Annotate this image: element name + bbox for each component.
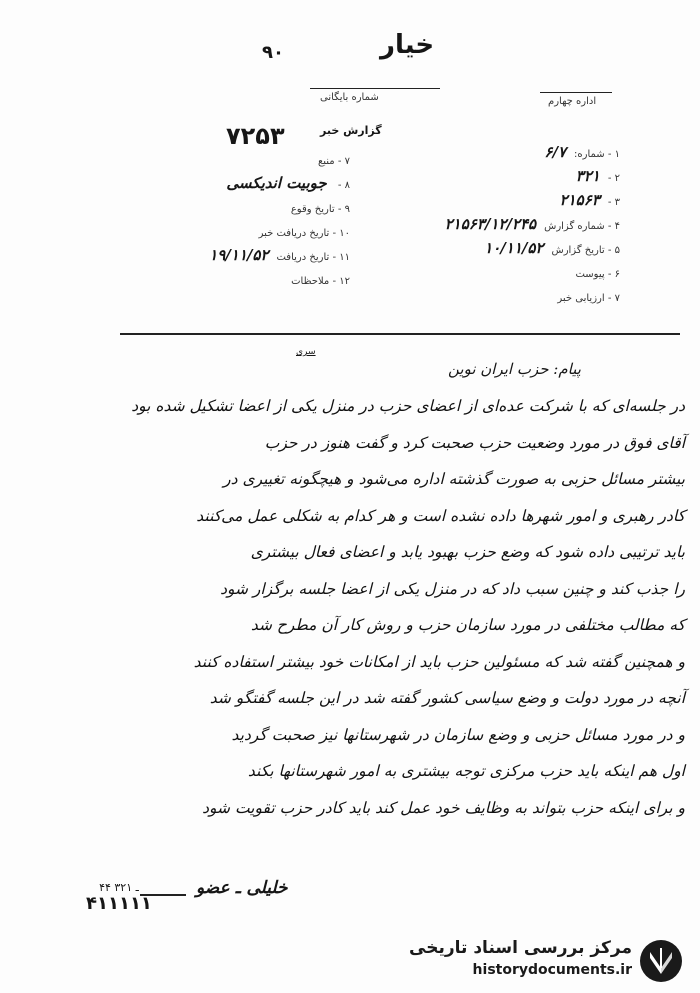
section-divider — [120, 333, 680, 335]
form-row: ۱۰ - تاریخ دریافت خبر — [258, 228, 350, 239]
header-title: خیار — [380, 30, 435, 60]
form-row: ۷ - منبع — [317, 156, 350, 167]
letter-line: و برای اینکه حزب بتواند به وظایف خود عمل کند باید کادر حزب تقویت شود — [202, 798, 685, 817]
letter-line: باید ترتیبی داده شود که وضع حزب بهبود یابد و اعضای فعال بیشتری — [250, 543, 685, 561]
watermark-logo — [409, 936, 690, 986]
letter-line: اول هم اینکه باید حزب مرکزی توجه بیشتری به امور شهرستانها بکند — [247, 762, 685, 780]
file-number-line: ۴۴ ـ ۳۲۱ — [99, 881, 139, 894]
letter-line: بیشتر مسائل حزبی به صورت گذشته اداره می‌شود و هیچگونه تغییری در — [223, 470, 685, 488]
department-label: شماره بایگانی — [320, 92, 379, 103]
form-row: ۹ - تاریخ وقوع — [290, 204, 350, 215]
document-number: ۷۲۵۳ — [226, 122, 285, 150]
letter-heading: پیام: حزب ایران نوین — [448, 360, 581, 378]
header-underline — [310, 88, 440, 89]
letter-line: و در مورد مسائل حزبی و وضع سازمان در شهرستانها نیز صحبت گردید — [231, 725, 685, 744]
secret-mark: سری — [296, 347, 316, 357]
department-stamp: اداره چهارم — [548, 96, 597, 107]
report-heading: گزارش خبر — [320, 124, 382, 137]
stamp-underline — [540, 92, 612, 93]
form-row: ۵ - تاریخ گزارش۱۰/۱۱/۵۲ — [484, 239, 620, 257]
form-row: ۷ - ارزیابی خبر — [557, 293, 620, 304]
letter-line: آقای فوق در مورد وضعیت حزب صحبت کرد و گفت هنوز در حزب — [264, 433, 685, 452]
form-row: ۴ - شماره گزارش۲۱۵۶۳/۱۲/۲۴۵ — [444, 215, 620, 233]
file-number-large: ۴۱۱۱۱۱ — [86, 893, 152, 914]
letter-line: در جلسه‌ای که با شرکت عده‌ای از اعضای حزب در منزل یکی از اعضا تشکیل شده بود — [131, 397, 685, 415]
form-row: ۱۲ - ملاحظات — [291, 276, 350, 287]
letter-line: آنچه در مورد دولت و وضع سیاسی کشور گفته شد در این جلسه گفتگو شد — [209, 689, 685, 707]
letter-line: کادر رهبری و امور شهرها داده نشده است و هر کدام به شکلی عمل می‌کنند — [196, 506, 685, 525]
letter-line: که مطالب مختلفی در مورد سازمان حزب و روش کار آن مطرح شد — [250, 616, 685, 634]
form-row: ۱۱ - تاریخ دریافت۱۹/۱۱/۵۲ — [209, 246, 350, 264]
book-logo-icon — [638, 938, 684, 984]
form-row: ۳ -۲۱۵۶۳ — [559, 191, 620, 209]
form-row: ۸ - جوبیت اندیکسی — [226, 174, 350, 192]
form-row: ۲ -۳۲۱ — [575, 167, 620, 185]
header-number: ۹۰ — [262, 42, 284, 63]
watermark-en-text: historydocuments.ir — [472, 962, 632, 978]
letter-line: را جذب کند و چنین سبب داد که در منزل یکی از اعضا جلسه برگزار شود — [220, 579, 685, 598]
form-row: ۱ - شماره:۶/۷ — [544, 143, 620, 161]
watermark-fa-text: مرکز بررسی اسناد تاریخی — [409, 938, 632, 958]
file-numbers — [86, 880, 152, 912]
letter-body — [95, 388, 685, 826]
signature: خلیلی ـ عضو — [196, 878, 288, 898]
form-right-column — [390, 143, 620, 311]
letter-line: و همچنین گفته شد که مسئولین حزب باید از امکانات خود بیشتر استفاده کنند — [193, 652, 685, 671]
form-left-column — [150, 150, 350, 294]
form-row: ۶ - پیوست — [575, 269, 620, 280]
